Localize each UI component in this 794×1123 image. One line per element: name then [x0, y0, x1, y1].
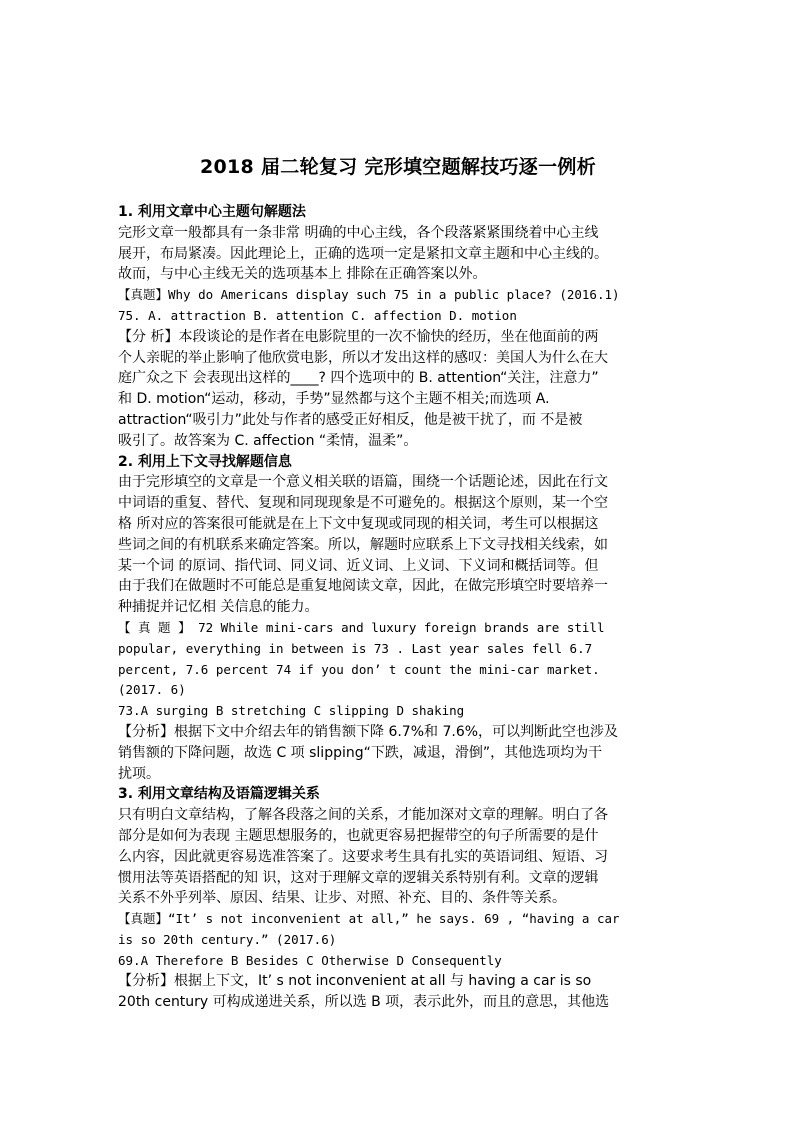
paragraph-line: 由于完形填空的文章是一个意义相关联的语篇，围绕一个话题论述，因此在行文	[118, 474, 608, 491]
question-line: 【真题】“It’ s not inconvenient at all,” he says. 69 , “having a car	[118, 911, 620, 927]
paragraph-line: 中词语的重复、替代、复现和同现现象是不可避免的。根据这个原则，某一个空	[118, 495, 608, 512]
paragraph-line: 展开，布局紧凑。因此理论上，正确的选项一定是紧扣文章主题和中心主线的。	[118, 245, 608, 262]
question-line: popular, everything in between is 73 . Last year sales fell 6.7	[118, 640, 593, 656]
paragraph-line: 关系不外乎列举、原因、结果、让步、对照、补充、目的、条件等关系。	[118, 890, 566, 907]
section-heading: 2. 利用上下文寻找解题信息	[118, 453, 292, 470]
analysis-line: 吸引了。故答案为 C. affection “柔情，温柔”。	[118, 432, 418, 449]
analysis-line: 庭广众之下 会表现出这样的____? 四个选项中的 B. attention“关注，注意力”	[118, 370, 599, 387]
document-title: 2018 届二轮复习 完形填空题解技巧逐一例析	[199, 156, 596, 178]
analysis-line: 个人亲昵的举止影响了他欣赏电影，所以才发出这样的感叹：美国人为什么在大	[118, 349, 608, 366]
paragraph-line: 么内容，因此就更容易选准答案了。这要求考生具有扎实的英语词组、短语、习	[118, 848, 608, 865]
paragraph-line: 由于我们在做题时不可能总是重复地阅读文章，因此，在做完形填空时要培养一	[118, 578, 608, 595]
analysis-line: 扰项。	[118, 765, 160, 782]
options-line: 75. A. attraction B. attention C. affection D. motion	[118, 307, 517, 323]
analysis-line: 20th century 可构成递进关系，所以选 B 项，表示此外，而且的意思，其他选	[118, 994, 610, 1011]
options-line: 69.A Therefore B Besides C Otherwise D Consequently	[118, 952, 502, 968]
question-line: 【 真 题 】 72 While mini-cars and luxury foreign brands are still	[118, 619, 605, 635]
analysis-line: 销售额的下降问题，故选 C 项 slipping“下跌，减退，滑倒”，其他选项均为干	[118, 744, 603, 761]
document-body	[118, 202, 678, 1013]
paragraph-line: 惯用法等英语搭配的知 识，这对于理解文章的逻辑关系特别有利。文章的逻辑	[118, 869, 599, 886]
paragraph-line: 完形文章一般都具有一条非常 明确的中心主线，各个段落紧紧围绕着中心主线	[118, 224, 599, 241]
paragraph-line: 部分是如何为表现 主题思想服务的，也就更容易把握带空的句子所需要的是什	[118, 827, 599, 844]
question-line: is so 20th century.” (2017.6)	[118, 931, 337, 947]
options-line: 73.A surging B stretching C slipping D shaking	[118, 703, 465, 719]
question-line: percent, 7.6 percent 74 if you don’ t count the mini-car market.	[118, 661, 600, 677]
analysis-line: 【分 析】本段谈论的是作者在电影院里的一次不愉快的经历，坐在他面前的两	[118, 328, 599, 345]
section-heading: 3. 利用文章结构及语篇逻辑关系	[118, 786, 320, 803]
paragraph-line: 某一个词 的原词、指代词、同义词、近义词、上义词、下义词和概括词等。但	[118, 557, 599, 574]
paragraph-line: 故而，与中心主线无关的选项基本上 排除在正确答案以外。	[118, 266, 487, 283]
section-heading: 1. 利用文章中心主题句解题法	[118, 204, 306, 220]
question-line: 【真题】Why do Americans display such 75 in a public place? (2016.1)	[118, 287, 620, 303]
analysis-line: attraction“吸引力”此处与作者的感受正好相反，他是被干扰了，而 不是被	[118, 411, 583, 428]
paragraph-line: 格 所对应的答案很可能就是在上下文中复现或同现的相关词，考生可以根据这	[118, 515, 599, 532]
analysis-line: 和 D. motion“运动，移动，手势”显然都与这个主题不相关;而选项 A.	[118, 391, 550, 408]
paragraph-line: 种捕捉并记忆相 关信息的能力。	[118, 599, 319, 616]
question-line: (2017. 6)	[118, 682, 186, 698]
paragraph-line: 些词之间的有机联系来确定答案。所以，解题时应联系上下文寻找相关线索，如	[118, 536, 608, 553]
analysis-line: 【分析】根据下文中介绍去年的销售额下降 6.7%和 7.6%，可以判断此空也涉及	[118, 723, 619, 740]
analysis-line: 【分析】根据上下文，It’ s not inconvenient at all 与 having a car is so	[118, 973, 592, 990]
paragraph-line: 只有明白文章结构，了解各段落之间的关系，才能加深对文章的理解。明白了各	[118, 807, 608, 824]
